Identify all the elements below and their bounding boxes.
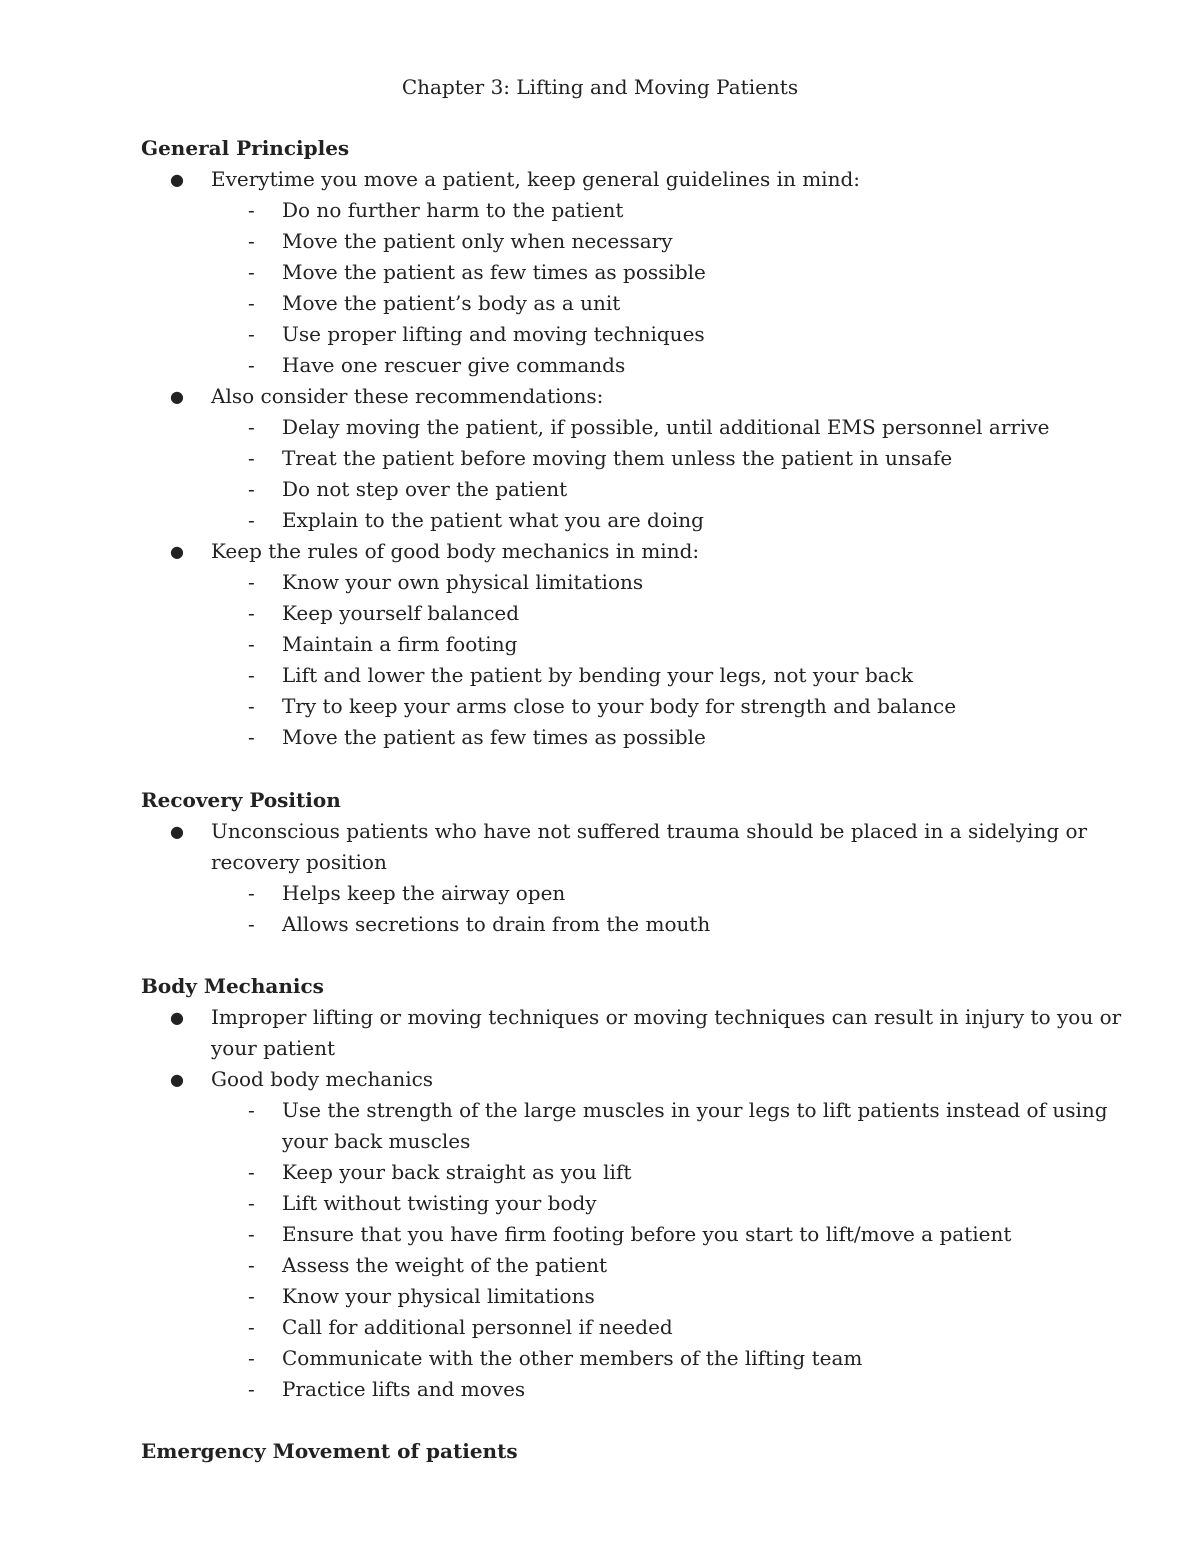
- dash-icon: -: [248, 1346, 255, 1370]
- sub-item: Keep yourself balanced: [282, 601, 520, 625]
- sub-item: Know your physical limitations: [282, 1284, 595, 1308]
- sub-item: Ensure that you have firm footing before you start to lift/move a patient: [282, 1222, 1012, 1246]
- sub-item: Assess the weight of the patient: [282, 1253, 608, 1277]
- bullet-icon: ●: [170, 387, 184, 406]
- dash-icon: -: [248, 415, 255, 439]
- sub-item: Explain to the patient what you are doing: [282, 508, 704, 532]
- dash-icon: -: [248, 601, 255, 625]
- dash-icon: -: [248, 912, 255, 936]
- bullet-icon: ●: [170, 170, 184, 189]
- sub-item: Delay moving the patient, if possible, until additional EMS personnel arrive: [282, 415, 1050, 439]
- sub-item: Keep your back straight as you lift: [282, 1160, 632, 1184]
- dash-icon: -: [248, 260, 255, 284]
- dash-icon: -: [248, 1315, 255, 1339]
- sub-item: Use the strength of the large muscles in your legs to lift patients instead of using: [282, 1098, 1108, 1122]
- sub-item: Lift and lower the patient by bending your legs, not your back: [282, 663, 914, 687]
- dash-icon: -: [248, 570, 255, 594]
- dash-icon: -: [248, 1284, 255, 1308]
- sub-item: Allows secretions to drain from the mouth: [282, 912, 711, 936]
- sub-item: Move the patient as few times as possible: [282, 260, 706, 284]
- sub-item: Lift without twisting your body: [282, 1191, 597, 1215]
- dash-icon: -: [248, 322, 255, 346]
- sub-item: Try to keep your arms close to your body for strength and balance: [282, 694, 957, 718]
- sub-item: Move the patient only when necessary: [282, 229, 673, 253]
- bullet-icon: ●: [170, 542, 184, 561]
- dash-icon: -: [248, 1377, 255, 1401]
- sub-item: Have one rescuer give commands: [282, 353, 626, 377]
- sub-item: Do no further harm to the patient: [282, 198, 624, 222]
- dash-icon: -: [248, 198, 255, 222]
- dash-icon: -: [248, 1253, 255, 1277]
- bullet-item: Everytime you move a patient, keep general guidelines in mind:: [211, 167, 860, 191]
- dash-icon: -: [248, 663, 255, 687]
- bullet-item: Keep the rules of good body mechanics in mind:: [211, 539, 700, 563]
- sub-item: Helps keep the airway open: [282, 881, 566, 905]
- dash-icon: -: [248, 291, 255, 315]
- dash-icon: -: [248, 446, 255, 470]
- dash-icon: -: [248, 1160, 255, 1184]
- sub-item: Treat the patient before moving them unless the patient in unsafe: [282, 446, 953, 470]
- dash-icon: -: [248, 353, 255, 377]
- bullet-icon: ●: [170, 822, 184, 841]
- sub-item: Use proper lifting and moving techniques: [282, 322, 705, 346]
- dash-icon: -: [248, 229, 255, 253]
- bullet-item: recovery position: [211, 850, 387, 874]
- dash-icon: -: [248, 1222, 255, 1246]
- sub-item: Move the patient’s body as a unit: [282, 291, 621, 315]
- section-heading: General Principles: [141, 136, 350, 160]
- dash-icon: -: [248, 477, 255, 501]
- dash-icon: -: [248, 694, 255, 718]
- sub-item: Do not step over the patient: [282, 477, 568, 501]
- sub-item: Practice lifts and moves: [282, 1377, 526, 1401]
- dash-icon: -: [248, 1191, 255, 1215]
- dash-icon: -: [248, 881, 255, 905]
- sub-item: Know your own physical limitations: [282, 570, 644, 594]
- bullet-icon: ●: [170, 1070, 184, 1089]
- bullet-item: Good body mechanics: [211, 1067, 434, 1091]
- bullet-item: Improper lifting or moving techniques or moving techniques can result in injury to you or: [211, 1005, 1122, 1029]
- bullet-item: your patient: [211, 1036, 336, 1060]
- bullet-item: Also consider these recommendations:: [211, 384, 604, 408]
- dash-icon: -: [248, 508, 255, 532]
- bullet-item: Unconscious patients who have not suffered trauma should be placed in a sidelying or: [211, 819, 1088, 843]
- dash-icon: -: [248, 725, 255, 749]
- section-heading: Emergency Movement of patients: [141, 1439, 518, 1463]
- sub-item: Maintain a firm footing: [282, 632, 518, 656]
- bullet-icon: ●: [170, 1008, 184, 1027]
- sub-item: Call for additional personnel if needed: [282, 1315, 673, 1339]
- dash-icon: -: [248, 632, 255, 656]
- section-heading: Body Mechanics: [141, 974, 324, 998]
- sub-item: Move the patient as few times as possible: [282, 725, 706, 749]
- dash-icon: -: [248, 1098, 255, 1122]
- sub-item: your back muscles: [282, 1129, 471, 1153]
- sub-item: Communicate with the other members of the lifting team: [282, 1346, 863, 1370]
- page-title: Chapter 3: Lifting and Moving Patients: [401, 75, 799, 99]
- section-heading: Recovery Position: [141, 788, 341, 812]
